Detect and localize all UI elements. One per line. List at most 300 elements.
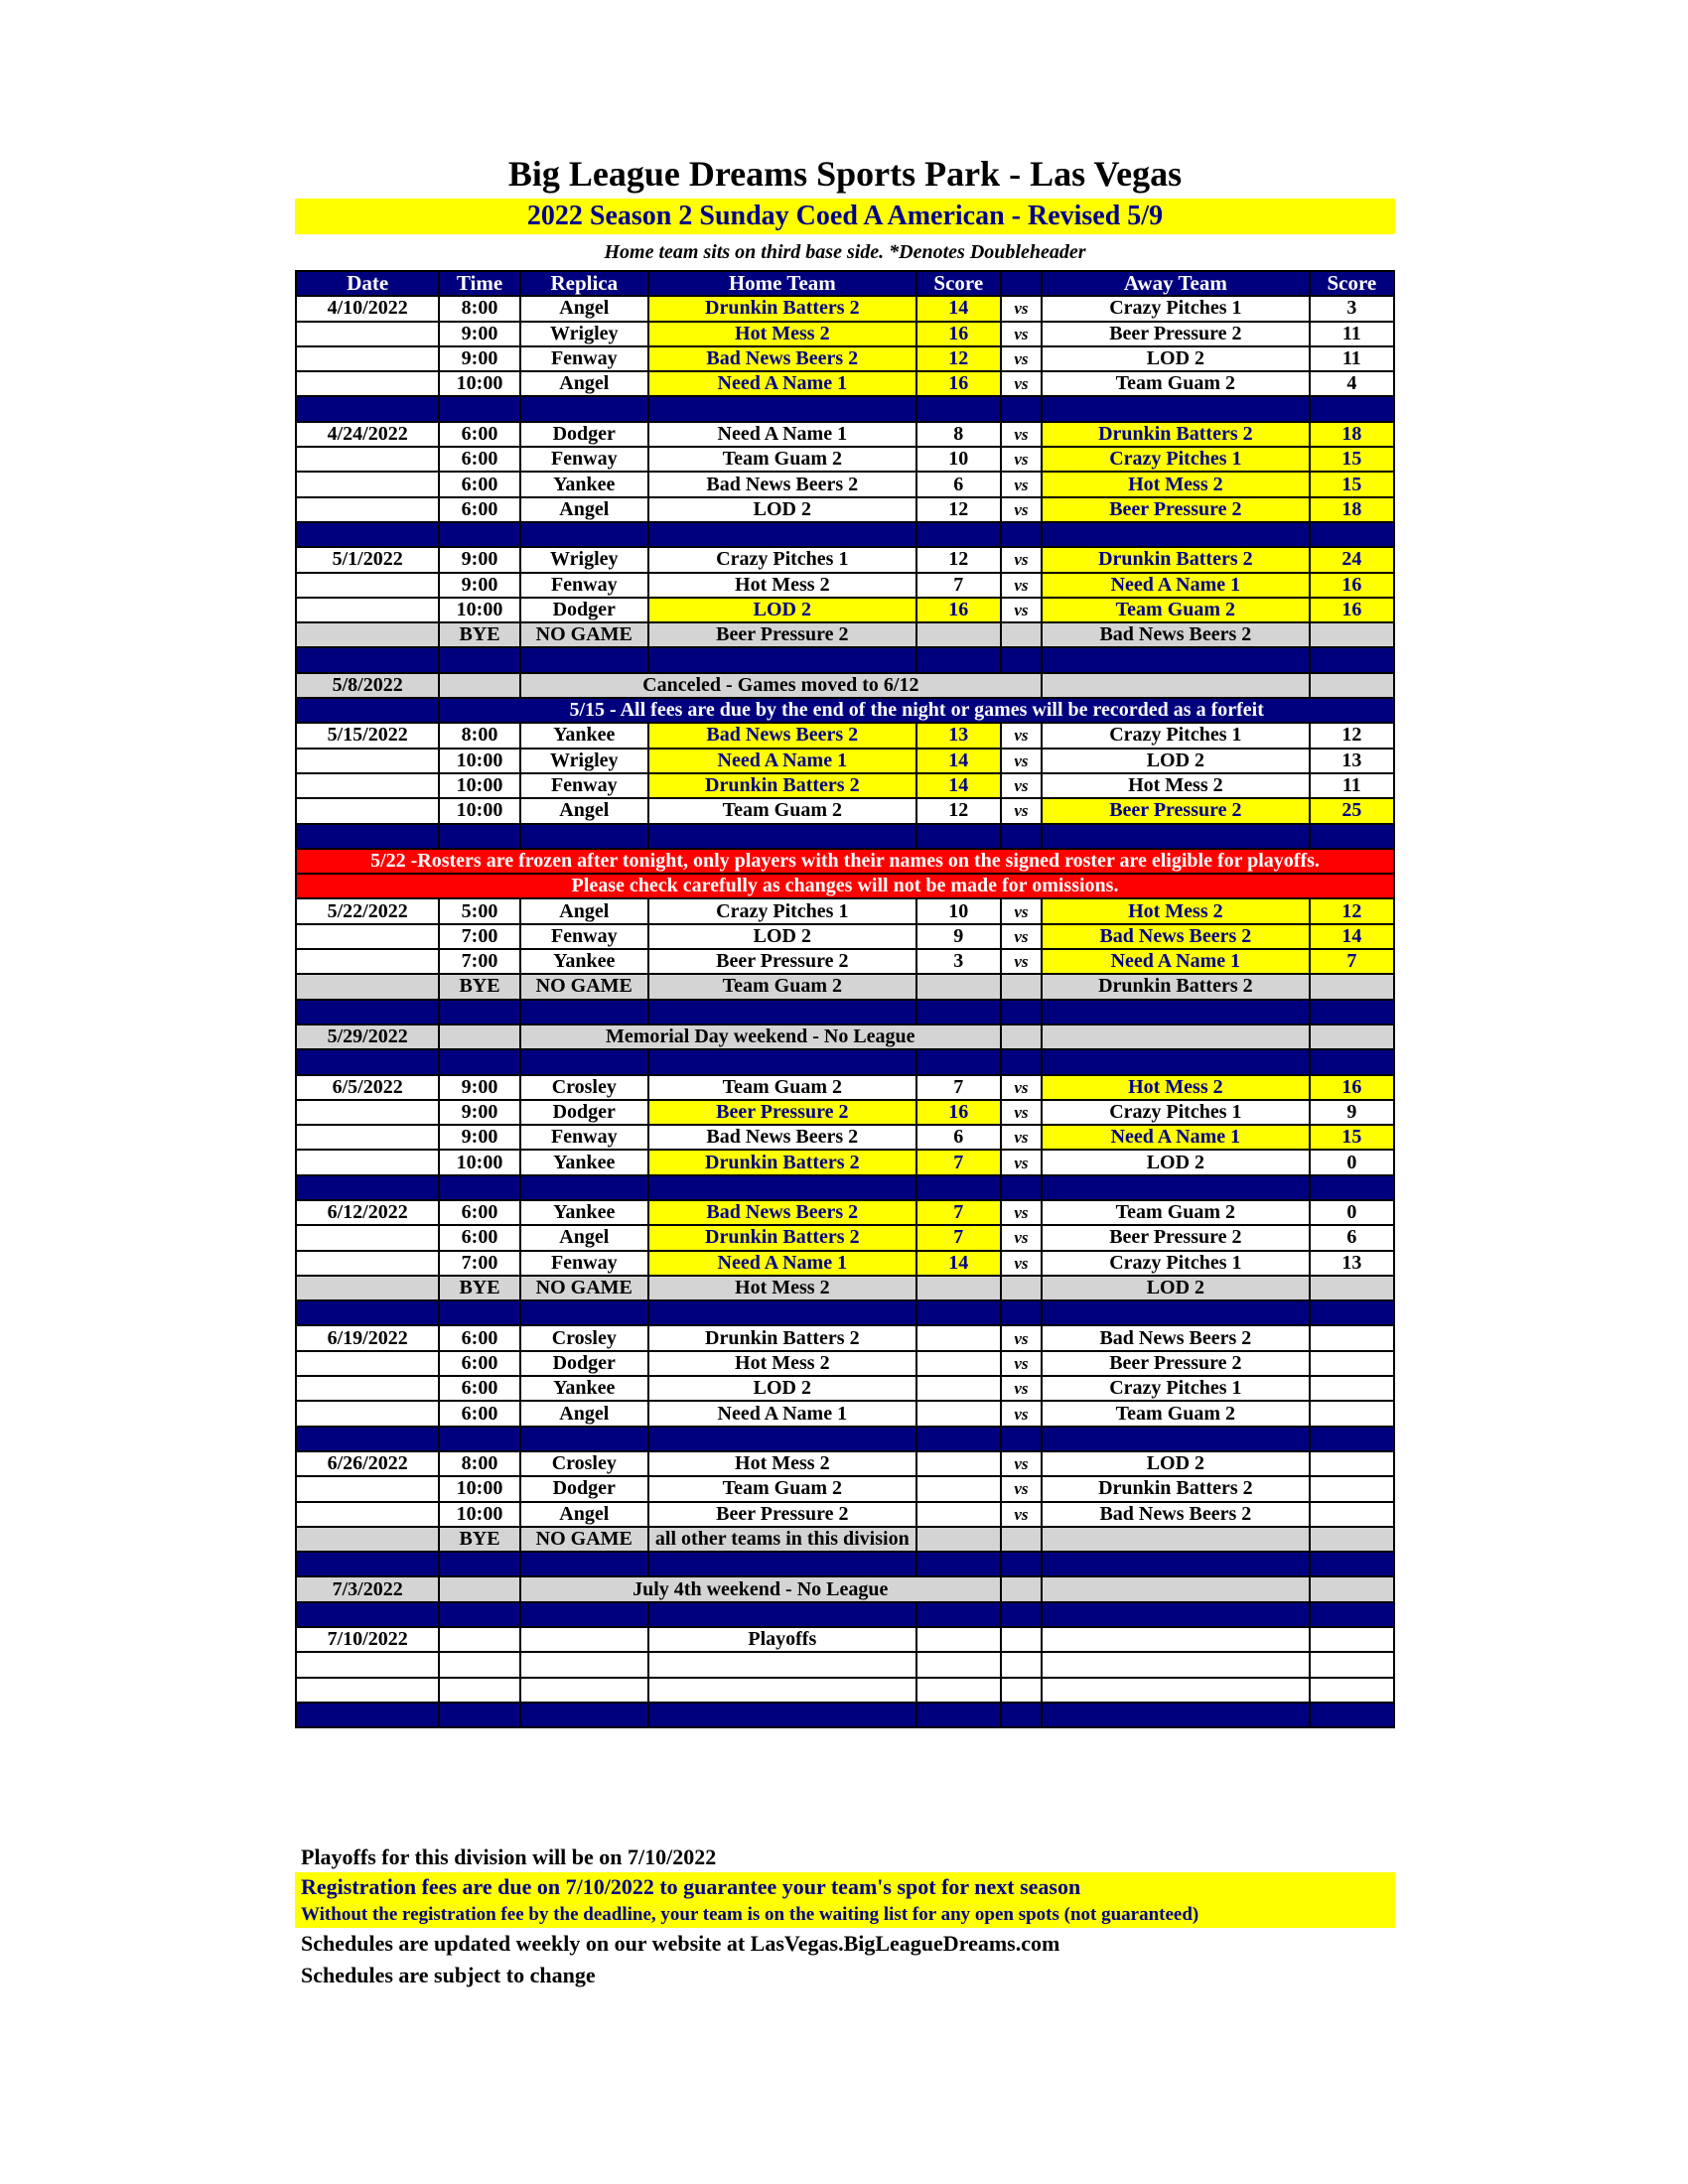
vs-cell: vs bbox=[1001, 497, 1042, 522]
no-game-label: NO GAME bbox=[520, 1276, 648, 1300]
time-cell: 6:00 bbox=[439, 1200, 519, 1225]
game-row bbox=[296, 497, 1394, 522]
playoffs-row bbox=[296, 1627, 1394, 1652]
home-score-cell bbox=[916, 1351, 1001, 1376]
header-date: Date bbox=[296, 271, 439, 296]
field-cell: Angel bbox=[520, 296, 648, 321]
spacer-cell bbox=[1310, 1427, 1394, 1451]
bye-away-team: Bad News Beers 2 bbox=[1042, 622, 1310, 647]
spacer-cell bbox=[439, 1000, 519, 1024]
home-team-cell: Team Guam 2 bbox=[648, 798, 916, 823]
home-score-cell: 7 bbox=[916, 1225, 1001, 1250]
no-game-label: NO GAME bbox=[520, 1527, 648, 1552]
time-cell: 10:00 bbox=[439, 773, 519, 798]
empty-cell bbox=[1310, 1652, 1394, 1677]
spacer-cell bbox=[916, 824, 1001, 849]
home-team-cell: Team Guam 2 bbox=[648, 1075, 916, 1100]
vs-cell bbox=[1001, 1024, 1042, 1049]
away-team-cell: Crazy Pitches 1 bbox=[1042, 1100, 1310, 1125]
spacer-cell bbox=[439, 824, 519, 849]
game-row bbox=[296, 1502, 1394, 1527]
home-team-cell: Bad News Beers 2 bbox=[648, 1125, 916, 1150]
roster-notice: Please check carefully as changes will not be made for omissions. bbox=[296, 874, 1394, 898]
spacer-cell bbox=[520, 1000, 648, 1024]
spacer-cell bbox=[439, 1602, 519, 1627]
registration-box bbox=[295, 1872, 1395, 1928]
home-score-cell: 6 bbox=[916, 1125, 1001, 1150]
away-team-cell: Crazy Pitches 1 bbox=[1042, 1376, 1310, 1401]
away-score-cell bbox=[1310, 1451, 1394, 1476]
time-cell: 6:00 bbox=[439, 1325, 519, 1350]
date-cell: 5/8/2022 bbox=[296, 673, 439, 698]
roster-notice-row bbox=[296, 849, 1394, 874]
bye-row bbox=[296, 1527, 1394, 1552]
spacer-cell bbox=[1042, 1000, 1310, 1024]
date-cell: 4/10/2022 bbox=[296, 296, 439, 321]
vs-cell bbox=[1001, 622, 1042, 647]
spacer-cell bbox=[916, 1000, 1001, 1024]
header-home-score: Score bbox=[916, 271, 1001, 296]
spacer-cell bbox=[296, 1300, 439, 1325]
empty-cell bbox=[1042, 1678, 1310, 1703]
time-cell: 7:00 bbox=[439, 949, 519, 974]
field-cell: Angel bbox=[520, 371, 648, 396]
header-row bbox=[296, 271, 1394, 296]
spacer-cell bbox=[916, 1602, 1001, 1627]
bye-home-team: Team Guam 2 bbox=[648, 974, 916, 999]
spacer-row bbox=[296, 1049, 1394, 1074]
time-cell: 8:00 bbox=[439, 723, 519, 748]
away-score-cell: 18 bbox=[1310, 497, 1394, 522]
away-score-cell: 9 bbox=[1310, 1100, 1394, 1125]
home-score-cell: 16 bbox=[916, 598, 1001, 622]
empty-cell bbox=[296, 1652, 439, 1677]
no-league-message: Canceled - Games moved to 6/12 bbox=[520, 673, 1042, 698]
time-cell: 6:00 bbox=[439, 447, 519, 472]
field-cell: Fenway bbox=[520, 346, 648, 371]
date-cell: 5/22/2022 bbox=[296, 898, 439, 923]
page-title: Big League Dreams Sports Park - Las Vegas bbox=[507, 154, 1183, 194]
spacer-cell bbox=[1042, 522, 1310, 547]
away-team-cell: Team Guam 2 bbox=[1042, 371, 1310, 396]
game-row bbox=[296, 371, 1394, 396]
spacer-cell bbox=[648, 1427, 916, 1451]
bye-home-team: Beer Pressure 2 bbox=[648, 622, 916, 647]
home-score-cell bbox=[916, 1325, 1001, 1350]
date-cell bbox=[296, 622, 439, 647]
field-cell: Wrigley bbox=[520, 547, 648, 572]
bye-row bbox=[296, 974, 1394, 999]
away-team-cell: Beer Pressure 2 bbox=[1042, 322, 1310, 346]
spacer-cell bbox=[1001, 1300, 1042, 1325]
away-score-cell bbox=[1310, 1401, 1394, 1426]
score-cell bbox=[1310, 1527, 1394, 1552]
game-row bbox=[296, 322, 1394, 346]
spacer-cell bbox=[648, 1703, 916, 1727]
field-cell: Angel bbox=[520, 898, 648, 923]
playoffs-label: Playoffs bbox=[648, 1627, 916, 1652]
game-row bbox=[296, 447, 1394, 472]
spacer-row bbox=[296, 1300, 1394, 1325]
spacer-cell bbox=[1001, 1602, 1042, 1627]
spacer-row bbox=[296, 824, 1394, 849]
home-score-cell: 3 bbox=[916, 949, 1001, 974]
away-team-cell: LOD 2 bbox=[1042, 749, 1310, 773]
away-team-cell bbox=[1042, 673, 1310, 698]
away-score-cell: 16 bbox=[1310, 573, 1394, 598]
field-cell: Yankee bbox=[520, 472, 648, 496]
vs-cell: vs bbox=[1001, 773, 1042, 798]
time-cell: 10:00 bbox=[439, 1502, 519, 1527]
away-score-cell bbox=[1310, 1476, 1394, 1501]
away-score-cell: 11 bbox=[1310, 322, 1394, 346]
time-cell: 9:00 bbox=[439, 573, 519, 598]
no-game-label: NO GAME bbox=[520, 974, 648, 999]
field-cell: Crosley bbox=[520, 1451, 648, 1476]
away-team-cell: Beer Pressure 2 bbox=[1042, 497, 1310, 522]
date-cell bbox=[296, 1276, 439, 1300]
home-score-cell: 8 bbox=[916, 422, 1001, 447]
date-cell: 4/24/2022 bbox=[296, 422, 439, 447]
spacer-cell bbox=[916, 1175, 1001, 1200]
subject-to-change-note: Schedules are subject to change bbox=[301, 1963, 596, 1987]
spacer-row bbox=[296, 1000, 1394, 1024]
home-score-cell: 12 bbox=[916, 346, 1001, 371]
spacer-cell bbox=[1001, 1552, 1042, 1576]
time-cell: 5:00 bbox=[439, 898, 519, 923]
spacer-cell bbox=[916, 522, 1001, 547]
spacer-cell bbox=[1042, 1427, 1310, 1451]
no-league-message: Memorial Day weekend - No League bbox=[520, 1024, 1001, 1049]
away-team-cell: Team Guam 2 bbox=[1042, 1401, 1310, 1426]
bye-home-team: Hot Mess 2 bbox=[648, 1276, 916, 1300]
header-away-team: Away Team bbox=[1042, 271, 1310, 296]
date-cell bbox=[296, 573, 439, 598]
field-cell: Dodger bbox=[520, 1351, 648, 1376]
spacer-cell bbox=[1042, 1703, 1310, 1727]
date-cell bbox=[296, 798, 439, 823]
no-league-row bbox=[296, 673, 1394, 698]
spacer-cell bbox=[520, 522, 648, 547]
spacer-cell bbox=[1310, 1175, 1394, 1200]
away-score-cell: 6 bbox=[1310, 1225, 1394, 1250]
time-cell: 6:00 bbox=[439, 472, 519, 496]
field-cell: Yankee bbox=[520, 1200, 648, 1225]
away-team-cell: Hot Mess 2 bbox=[1042, 898, 1310, 923]
spacer-cell bbox=[1310, 396, 1394, 421]
game-row bbox=[296, 798, 1394, 823]
field-cell: Fenway bbox=[520, 773, 648, 798]
empty-cell bbox=[916, 1678, 1001, 1703]
away-team-cell: Bad News Beers 2 bbox=[1042, 1325, 1310, 1350]
spacer-cell bbox=[1310, 1552, 1394, 1576]
game-row bbox=[296, 422, 1394, 447]
bye-away-team: LOD 2 bbox=[1042, 1276, 1310, 1300]
date-cell bbox=[296, 1401, 439, 1426]
score-cell bbox=[1310, 1276, 1394, 1300]
home-team-cell: Drunkin Batters 2 bbox=[648, 1225, 916, 1250]
spacer-cell bbox=[296, 824, 439, 849]
season-subtitle: 2022 Season 2 Sunday Coed A American - Revised 5/9 bbox=[295, 199, 1395, 234]
away-team-cell: LOD 2 bbox=[1042, 346, 1310, 371]
home-team-cell: Bad News Beers 2 bbox=[648, 346, 916, 371]
vs-cell: vs bbox=[1001, 598, 1042, 622]
home-score-cell: 14 bbox=[916, 749, 1001, 773]
fee-notice: 5/15 - All fees are due by the end of the night or games will be recorded as a forfeit bbox=[439, 698, 1394, 723]
fee-notice-row bbox=[296, 698, 1394, 723]
vs-cell bbox=[1001, 1627, 1042, 1652]
away-team-cell: Team Guam 2 bbox=[1042, 1200, 1310, 1225]
home-score-cell: 14 bbox=[916, 296, 1001, 321]
spacer-cell bbox=[1042, 1049, 1310, 1074]
time-cell: 9:00 bbox=[439, 322, 519, 346]
spacer-cell bbox=[1310, 824, 1394, 849]
game-row bbox=[296, 1401, 1394, 1426]
date-cell bbox=[296, 497, 439, 522]
spacer-cell bbox=[296, 522, 439, 547]
home-score-cell: 6 bbox=[916, 472, 1001, 496]
spacer-cell bbox=[439, 1703, 519, 1727]
field-cell: Fenway bbox=[520, 1125, 648, 1150]
home-team-cell: Drunkin Batters 2 bbox=[648, 1325, 916, 1350]
vs-cell: vs bbox=[1001, 1351, 1042, 1376]
time-cell: 10:00 bbox=[439, 798, 519, 823]
spacer-cell bbox=[439, 1427, 519, 1451]
date-cell: 6/12/2022 bbox=[296, 1200, 439, 1225]
roster-notice: 5/22 -Rosters are frozen after tonight, only players with their names on the signed roster are eligible for playoffs. bbox=[296, 849, 1394, 874]
away-score-cell: 4 bbox=[1310, 371, 1394, 396]
away-score-cell bbox=[1310, 1502, 1394, 1527]
header-replica: Replica bbox=[520, 271, 648, 296]
date-cell bbox=[296, 1100, 439, 1125]
home-team-cell: Crazy Pitches 1 bbox=[648, 547, 916, 572]
empty-cell bbox=[648, 1678, 916, 1703]
game-row bbox=[296, 898, 1394, 923]
home-score-cell bbox=[916, 1502, 1001, 1527]
spacer-cell bbox=[648, 396, 916, 421]
away-team-cell bbox=[1042, 1024, 1310, 1049]
away-score-cell: 0 bbox=[1310, 1200, 1394, 1225]
bye-label: BYE bbox=[439, 1527, 519, 1552]
away-team-cell: Beer Pressure 2 bbox=[1042, 798, 1310, 823]
vs-cell: vs bbox=[1001, 924, 1042, 949]
field-cell: Angel bbox=[520, 1502, 648, 1527]
empty-cell bbox=[1042, 1652, 1310, 1677]
field-cell: Crosley bbox=[520, 1325, 648, 1350]
field-cell bbox=[520, 1627, 648, 1652]
vs-cell: vs bbox=[1001, 472, 1042, 496]
game-row bbox=[296, 1200, 1394, 1225]
home-team-cell: Need A Name 1 bbox=[648, 1251, 916, 1276]
away-team-cell: Crazy Pitches 1 bbox=[1042, 296, 1310, 321]
home-team-cell: Need A Name 1 bbox=[648, 749, 916, 773]
home-team-cell: Beer Pressure 2 bbox=[648, 949, 916, 974]
away-score-cell: 15 bbox=[1310, 1125, 1394, 1150]
empty-cell bbox=[520, 1652, 648, 1677]
home-team-cell: Hot Mess 2 bbox=[648, 1351, 916, 1376]
spacer-cell bbox=[916, 1552, 1001, 1576]
field-cell: Dodger bbox=[520, 1100, 648, 1125]
date-cell bbox=[296, 1125, 439, 1150]
time-cell: 8:00 bbox=[439, 1451, 519, 1476]
away-team-cell: Crazy Pitches 1 bbox=[1042, 1251, 1310, 1276]
time-cell: 6:00 bbox=[439, 422, 519, 447]
time-cell: 10:00 bbox=[439, 1150, 519, 1174]
date-cell bbox=[296, 1225, 439, 1250]
home-score-cell bbox=[916, 1476, 1001, 1501]
playoffs-note: Playoffs for this division will be on 7/10/2022 bbox=[301, 1844, 717, 1869]
vs-cell: vs bbox=[1001, 1200, 1042, 1225]
spacer-cell bbox=[916, 647, 1001, 672]
date-cell: 6/26/2022 bbox=[296, 1451, 439, 1476]
home-score-cell: 12 bbox=[916, 497, 1001, 522]
field-cell: Angel bbox=[520, 1225, 648, 1250]
spacer-cell bbox=[1001, 1427, 1042, 1451]
game-row bbox=[296, 1150, 1394, 1174]
home-score-cell: 13 bbox=[916, 723, 1001, 748]
home-team-cell: Bad News Beers 2 bbox=[648, 472, 916, 496]
header-home-team: Home Team bbox=[648, 271, 916, 296]
vs-cell: vs bbox=[1001, 422, 1042, 447]
no-league-row bbox=[296, 1024, 1394, 1049]
game-row bbox=[296, 1376, 1394, 1401]
schedule-table bbox=[295, 270, 1395, 1728]
score-cell bbox=[1310, 622, 1394, 647]
home-team-cell: Drunkin Batters 2 bbox=[648, 1150, 916, 1174]
date-cell bbox=[296, 924, 439, 949]
empty-cell bbox=[1001, 1678, 1042, 1703]
home-team-cell: Drunkin Batters 2 bbox=[648, 773, 916, 798]
empty-row bbox=[296, 1678, 1394, 1703]
field-cell: Angel bbox=[520, 798, 648, 823]
time-cell: 7:00 bbox=[439, 1251, 519, 1276]
vs-cell: vs bbox=[1001, 1476, 1042, 1501]
spacer-cell bbox=[1042, 1552, 1310, 1576]
spacer-cell bbox=[520, 396, 648, 421]
spacer-cell bbox=[648, 1049, 916, 1074]
home-team-cell: Bad News Beers 2 bbox=[648, 1200, 916, 1225]
field-cell: Fenway bbox=[520, 573, 648, 598]
vs-cell: vs bbox=[1001, 346, 1042, 371]
spacer-cell bbox=[1042, 1602, 1310, 1627]
home-score-cell: 16 bbox=[916, 371, 1001, 396]
score-cell bbox=[1310, 1024, 1394, 1049]
score-cell bbox=[916, 622, 1001, 647]
field-cell: Yankee bbox=[520, 723, 648, 748]
date-cell bbox=[296, 447, 439, 472]
vs-cell: vs bbox=[1001, 1100, 1042, 1125]
away-score-cell: 11 bbox=[1310, 773, 1394, 798]
date-cell bbox=[296, 472, 439, 496]
time-cell: 10:00 bbox=[439, 371, 519, 396]
away-score-cell: 12 bbox=[1310, 898, 1394, 923]
spacer-cell bbox=[520, 1049, 648, 1074]
home-score-cell bbox=[916, 1451, 1001, 1476]
away-team-cell: Drunkin Batters 2 bbox=[1042, 422, 1310, 447]
away-score-cell: 12 bbox=[1310, 723, 1394, 748]
score-cell bbox=[916, 974, 1001, 999]
away-score-cell: 24 bbox=[1310, 547, 1394, 572]
score-cell bbox=[916, 1627, 1001, 1652]
time-cell: 6:00 bbox=[439, 1225, 519, 1250]
score-cell bbox=[1310, 1627, 1394, 1652]
spacer-cell bbox=[648, 647, 916, 672]
spacer-cell bbox=[648, 522, 916, 547]
away-score-cell: 13 bbox=[1310, 1251, 1394, 1276]
away-team-cell: Bad News Beers 2 bbox=[1042, 924, 1310, 949]
home-team-cell: Team Guam 2 bbox=[648, 1476, 916, 1501]
spacer-cell bbox=[1310, 1602, 1394, 1627]
spacer-cell bbox=[1310, 1000, 1394, 1024]
vs-cell: vs bbox=[1001, 1451, 1042, 1476]
spacer-cell bbox=[520, 1427, 648, 1451]
away-score-cell bbox=[1310, 1351, 1394, 1376]
spacer-cell bbox=[1310, 522, 1394, 547]
vs-cell: vs bbox=[1001, 447, 1042, 472]
away-score-cell: 11 bbox=[1310, 346, 1394, 371]
header-away-score: Score bbox=[1310, 271, 1394, 296]
empty-cell bbox=[648, 1652, 916, 1677]
time-cell: 6:00 bbox=[439, 497, 519, 522]
time-cell: 9:00 bbox=[439, 547, 519, 572]
away-team-cell: Drunkin Batters 2 bbox=[1042, 1476, 1310, 1501]
spacer-cell bbox=[296, 1427, 439, 1451]
spacer-cell bbox=[1001, 1703, 1042, 1727]
away-score-cell: 7 bbox=[1310, 949, 1394, 974]
field-cell: Yankee bbox=[520, 1150, 648, 1174]
spacer-cell bbox=[648, 824, 916, 849]
date-cell: 7/3/2022 bbox=[296, 1576, 439, 1601]
vs-cell: vs bbox=[1001, 1125, 1042, 1150]
vs-cell: vs bbox=[1001, 1376, 1042, 1401]
home-score-cell: 14 bbox=[916, 773, 1001, 798]
field-cell: Dodger bbox=[520, 422, 648, 447]
away-team-cell: Need A Name 1 bbox=[1042, 1125, 1310, 1150]
spacer-cell bbox=[1042, 1175, 1310, 1200]
score-cell bbox=[916, 1527, 1001, 1552]
away-team-cell: Need A Name 1 bbox=[1042, 949, 1310, 974]
field-cell: Fenway bbox=[520, 1251, 648, 1276]
spacer-cell bbox=[439, 1300, 519, 1325]
spacer-cell bbox=[916, 1300, 1001, 1325]
spacer-cell bbox=[1042, 647, 1310, 672]
spacer-cell bbox=[296, 1175, 439, 1200]
date-cell bbox=[296, 1527, 439, 1552]
home-team-note: Home team sits on third base side. *Denotes Doubleheader bbox=[604, 241, 1086, 263]
date-cell bbox=[296, 1476, 439, 1501]
spacer-cell bbox=[648, 1602, 916, 1627]
game-row bbox=[296, 749, 1394, 773]
empty-cell bbox=[439, 1652, 519, 1677]
date-cell: 6/19/2022 bbox=[296, 1325, 439, 1350]
spacer-cell bbox=[520, 647, 648, 672]
spacer-cell bbox=[520, 1175, 648, 1200]
empty-row bbox=[296, 1652, 1394, 1677]
bye-label: BYE bbox=[439, 1276, 519, 1300]
spacer-cell bbox=[439, 1049, 519, 1074]
spacer-row bbox=[296, 647, 1394, 672]
home-team-cell: Hot Mess 2 bbox=[648, 1451, 916, 1476]
game-row bbox=[296, 547, 1394, 572]
bye-row bbox=[296, 622, 1394, 647]
away-team-cell: LOD 2 bbox=[1042, 1150, 1310, 1174]
spacer-cell bbox=[648, 1000, 916, 1024]
spacer-cell bbox=[916, 1049, 1001, 1074]
time-cell: 8:00 bbox=[439, 296, 519, 321]
spacer-cell bbox=[439, 1552, 519, 1576]
score-cell bbox=[916, 1276, 1001, 1300]
spacer-cell bbox=[1042, 1300, 1310, 1325]
